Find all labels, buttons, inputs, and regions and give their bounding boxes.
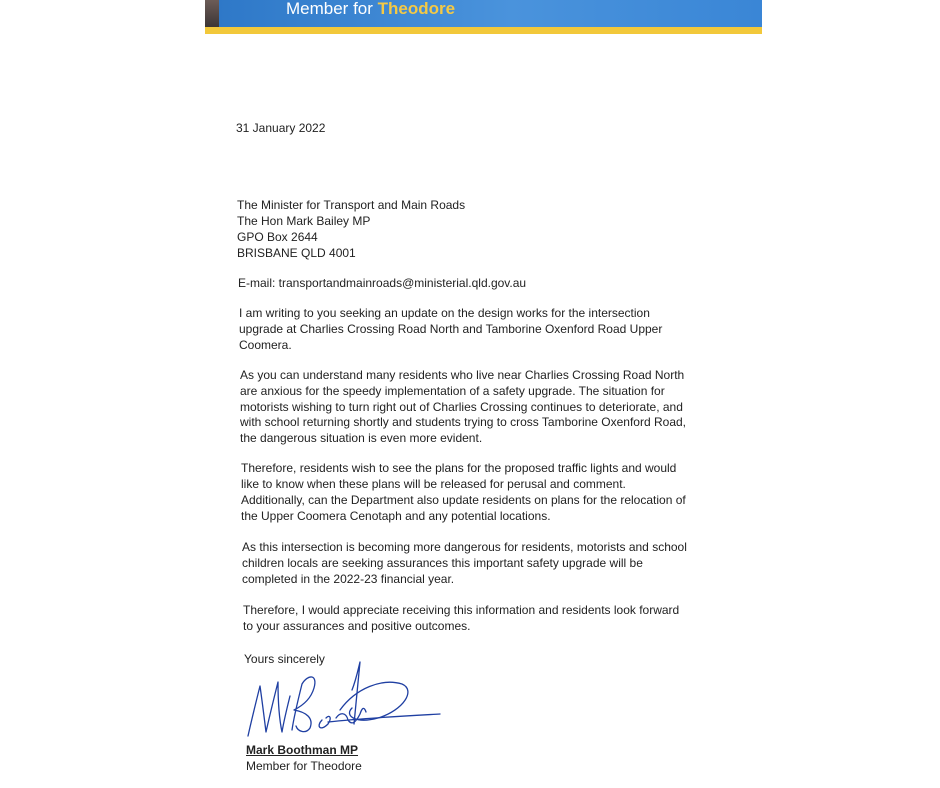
member-photo [205, 0, 219, 27]
letterhead-banner [205, 0, 762, 34]
paragraph-line: Therefore, residents wish to see the plans for the proposed traffic lights and would [241, 461, 677, 475]
recipient-email: E-mail: transportandmainroads@ministerial.qld.gov.au [238, 276, 527, 290]
paragraph-line: children locals are seeking assurances this important safety upgrade will be [242, 556, 643, 570]
paragraph-line: As you can understand many residents who live near Charlies Crossing Road North [240, 368, 685, 382]
paragraph-line: like to know when these plans will be released for perusal and comment. [241, 477, 626, 491]
paragraph-line: are anxious for the speedy implementation of a safety upgrade. The situation for [240, 384, 665, 398]
paragraph-line: Additionally, can the Department also update residents on plans for the relocation of [241, 493, 686, 507]
letterhead-stripe [205, 27, 762, 34]
paragraph-line: motorists wishing to turn right out of Charlies Crossing continues to deteriorate, and [240, 400, 683, 414]
paragraph-line: with school returning shortly and students trying to cross Tamborine Oxenford Road, [240, 415, 687, 429]
letterhead-prefix: Member for [286, 0, 378, 18]
recipient-line: GPO Box 2644 [237, 230, 318, 244]
closing-salutation: Yours sincerely [244, 652, 325, 666]
signatory-name: Mark Boothman MP [246, 743, 359, 757]
paragraph-line: upgrade at Charlies Crossing Road North and Tamborine Oxenford Road Upper [239, 322, 663, 336]
paragraph-line: completed in the 2022-23 financial year. [242, 572, 455, 586]
paragraph-line: to your assurances and positive outcomes. [243, 619, 471, 633]
recipient-line: The Hon Mark Bailey MP [237, 214, 371, 228]
paragraph-line: Therefore, I would appreciate receiving this information and residents look forward [243, 603, 680, 617]
signatory-title: Member for Theodore [246, 759, 362, 773]
letter-date: 31 January 2022 [236, 121, 326, 135]
handwritten-signature [244, 660, 444, 740]
recipient-line: BRISBANE QLD 4001 [237, 246, 356, 260]
recipient-line: The Minister for Transport and Main Roads [237, 198, 466, 212]
paragraph-line: As this intersection is becoming more dangerous for residents, motorists and school [242, 540, 687, 554]
paragraph-line: the Upper Coomera Cenotaph and any potential locations. [241, 509, 551, 523]
letterhead-title [286, 0, 455, 20]
letterhead-electorate: Theodore [377, 0, 456, 18]
paragraph-line: the dangerous situation is even more evident. [240, 431, 483, 445]
paragraph-line: Coomera. [239, 338, 292, 352]
paragraph-line: I am writing to you seeking an update on the design works for the intersection [239, 306, 650, 320]
